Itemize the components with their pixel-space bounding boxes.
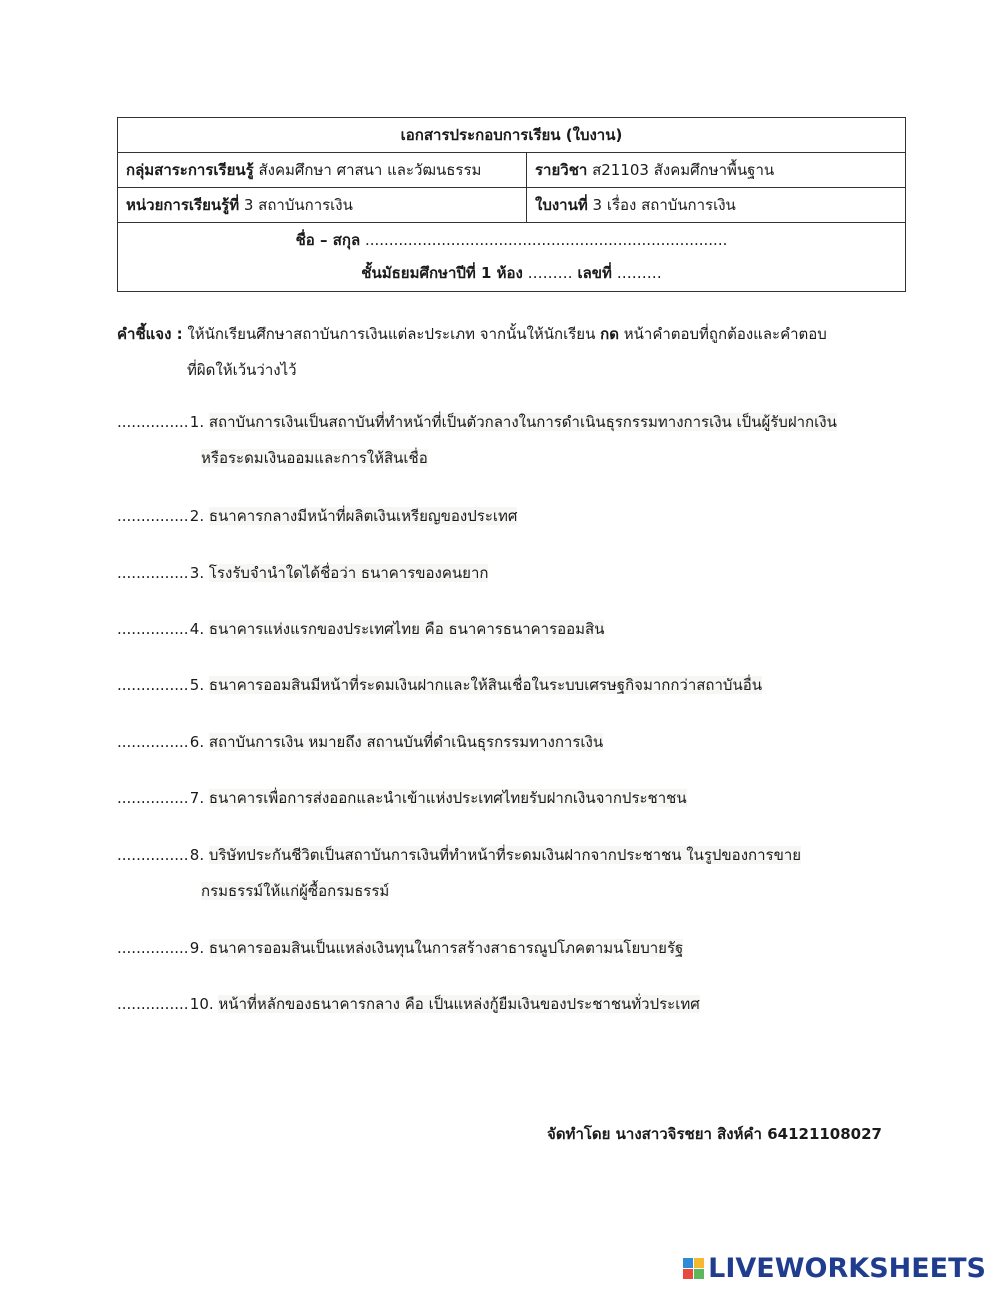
name-label: ชื่อ – สกุล — [295, 231, 361, 249]
logo-cube-icon — [683, 1258, 704, 1279]
question-text[interactable]: บริษัทประกันชีวิตเป็นสถาบันการเงินที่ทำหน้าที่ระดมเงินฝากจากประชาชน ในรูปของการขาย — [208, 846, 802, 864]
worksheet-title: เอกสารประกอบการเรียน (ใบงาน) — [118, 118, 906, 153]
question-9 — [117, 930, 907, 966]
question-text[interactable]: ธนาคารออมสินมีหน้าที่ระดมเงินฝากและให้สินเชื่อในระบบเศรษฐกิจมากกว่าสถาบันอื่น — [208, 676, 762, 694]
answer-blank[interactable]: ............... — [117, 620, 189, 638]
question-number: 7. — [189, 789, 205, 807]
learning-group-value: สังคมศึกษา ศาสนา และวัฒนธรรม — [258, 161, 482, 179]
question-text[interactable]: ธนาคารเพื่อการส่งออกและนำเข้าแห่งประเทศไทยรับฝากเงินจากประชาชน — [208, 789, 687, 807]
question-7 — [117, 780, 907, 816]
liveworksheets-logo[interactable] — [683, 1252, 986, 1284]
answer-blank[interactable]: ............... — [117, 564, 189, 582]
question-3 — [117, 555, 907, 591]
answer-blank[interactable]: ............... — [117, 789, 189, 807]
answer-blank[interactable]: ............... — [117, 939, 189, 957]
answer-blank[interactable]: ............... — [117, 413, 189, 431]
question-number: 4. — [189, 620, 205, 638]
question-text[interactable]: ธนาคารกลางมีหน้าที่ผลิตเงินเหรียญของประเทศ — [208, 507, 518, 525]
subject-value: ส21103 สังคมศึกษาพื้นฐาน — [592, 161, 775, 179]
question-number: 10. — [189, 995, 214, 1013]
unit-label: หน่วยการเรียนรู้ที่ — [126, 196, 240, 214]
question-number: 3. — [189, 564, 205, 582]
header-table — [117, 117, 906, 292]
question-number: 6. — [189, 733, 205, 751]
worksheet-label: ใบงานที่ — [535, 196, 588, 214]
subject-label: รายวิชา — [535, 161, 588, 179]
instructions-label: คำชี้แจง : — [117, 325, 183, 343]
class-label: ชั้นมัธยมศึกษาปีที่ 1 ห้อง — [361, 264, 523, 282]
learning-group-cell — [118, 153, 527, 188]
question-number: 1. — [189, 413, 205, 431]
logo-cube-v — [683, 1269, 693, 1279]
question-text-cont[interactable]: หรือระดมเงินออมและการให้สินเชื่อ — [201, 449, 428, 467]
question-6 — [117, 724, 907, 760]
question-text[interactable]: สถาบันการเงินเป็นสถาบันที่ทำหน้าที่เป็นตัวกลางในการดำเนินธุรกรรมทางการเงิน เป็นผู้รับฝากเงิน — [208, 413, 837, 431]
answer-blank[interactable]: ............... — [117, 733, 189, 751]
answer-blank[interactable]: ............... — [117, 676, 189, 694]
unit-value: 3 สถาบันการเงิน — [243, 196, 353, 214]
question-number: 5. — [189, 676, 205, 694]
question-1 — [117, 404, 907, 476]
question-number: 8. — [189, 846, 205, 864]
question-8 — [117, 837, 907, 909]
worksheet-value: 3 เรื่อง สถาบันการเงิน — [592, 196, 736, 214]
question-2 — [117, 498, 907, 534]
question-text[interactable]: หน้าที่หลักของธนาคารกลาง คือ เป็นแหล่งกู้ยืมเงินของประชาชนทั่วประเทศ — [218, 995, 700, 1013]
learning-group-label: กลุ่มสาระการเรียนรู้ — [126, 161, 254, 179]
question-4 — [117, 611, 907, 647]
author-credit: จัดทำโดย นางสาวจิรชยา สิงห์คำ 64121108027 — [547, 1125, 882, 1143]
instructions-text-a: ให้นักเรียนศึกษาสถาบันการเงินแต่ละประเภท จากนั้นให้นักเรียน — [187, 325, 596, 343]
instructions-text-b: หน้าคำตอบที่ถูกต้องและคำตอบ — [623, 325, 827, 343]
answer-blank[interactable]: ............... — [117, 995, 189, 1013]
number-blank: ……… — [616, 264, 662, 282]
class-blank: ……… — [527, 264, 573, 282]
question-text[interactable]: สถาบันการเงิน หมายถึง สถานบันที่ดำเนินธุรกรรมทางการเงิน — [208, 733, 604, 751]
name-blank: ............................................................................ — [364, 231, 728, 249]
subject-cell — [527, 153, 906, 188]
question-text-cont[interactable]: กรมธรรม์ให้แก่ผู้ซื้อกรมธรรม์ — [201, 882, 390, 900]
instructions — [117, 316, 907, 388]
unit-cell — [118, 188, 527, 223]
question-5 — [117, 667, 907, 703]
answer-blank[interactable]: ............... — [117, 507, 189, 525]
logo-text: LIVEWORKSHEETS — [708, 1252, 986, 1284]
worksheet-cell — [527, 188, 906, 223]
question-text[interactable]: ธนาคารแห่งแรกของประเทศไทย คือ ธนาคารธนาคารออมสิน — [208, 620, 605, 638]
student-info-cell — [118, 223, 906, 292]
number-label: เลขที่ — [577, 264, 612, 282]
question-text[interactable]: โรงรับจำนำใดได้ชื่อว่า ธนาคารของคนยาก — [208, 564, 489, 582]
logo-cube-e — [694, 1269, 704, 1279]
answer-blank[interactable]: ............... — [117, 846, 189, 864]
logo-cube-l — [683, 1258, 693, 1268]
instructions-text-c: ที่ผิดให้เว้นว่างไว้ — [187, 361, 297, 379]
question-text[interactable]: ธนาคารออมสินเป็นแหล่งเงินทุนในการสร้างสาธารณูปโภคตามนโยบายรัฐ — [208, 939, 684, 957]
question-number: 2. — [189, 507, 205, 525]
instructions-press: กด — [600, 325, 619, 343]
question-number: 9. — [189, 939, 205, 957]
question-10 — [117, 986, 907, 1022]
logo-cube-i — [694, 1258, 704, 1268]
